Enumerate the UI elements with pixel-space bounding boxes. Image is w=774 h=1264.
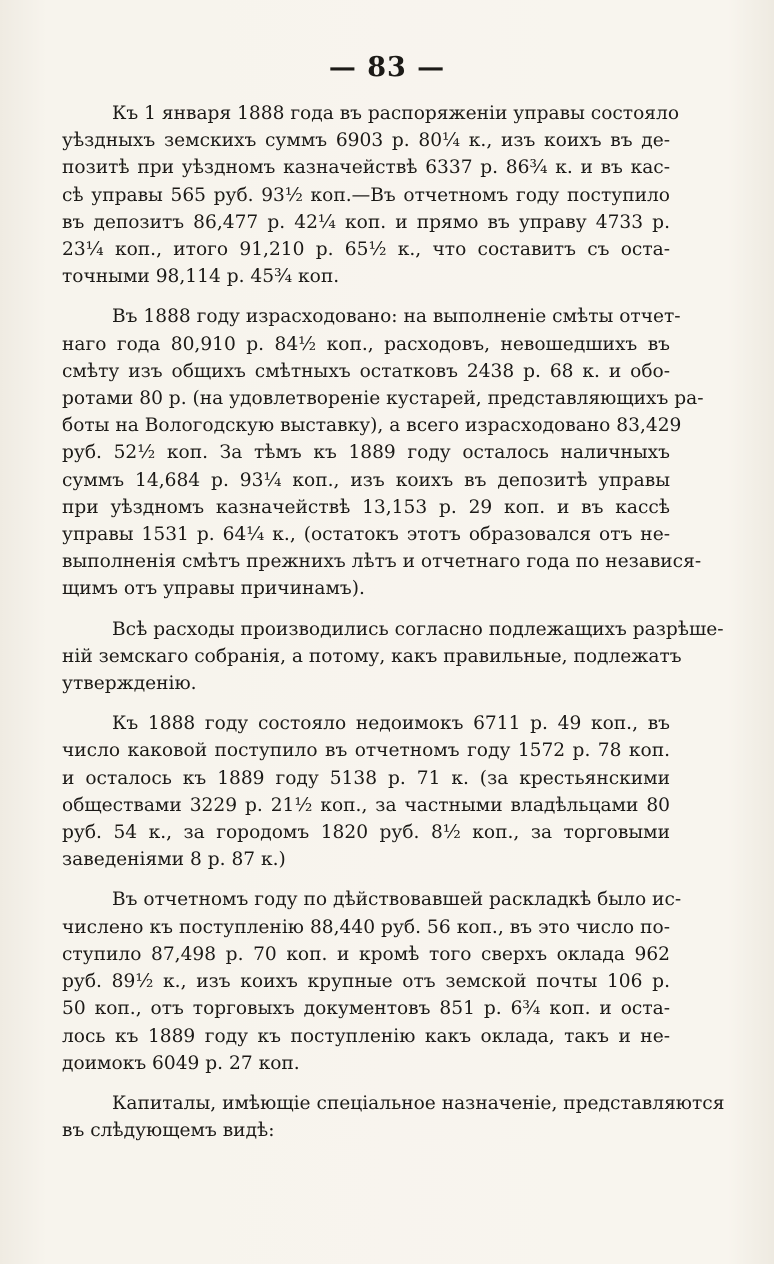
- text-line: число каковой поступило въ отчетномъ году 1572 р. 78 коп.: [62, 740, 670, 762]
- text-line: въ депозитъ 86,477 р. 42¼ коп. и прямо въ управу 4733 р.: [62, 211, 670, 233]
- text-line: суммъ 14,684 р. 93¼ коп., изъ коихъ въ депозитѣ управы: [62, 469, 670, 491]
- paragraph-approval: [62, 616, 724, 698]
- text-line: руб. 89½ к., изъ коихъ крупные отъ земской почты 106 р.: [62, 971, 670, 993]
- text-line: ротами 80 р. (на удовлетвореніе кустарей, представляющихъ ра-: [62, 388, 704, 410]
- text-line: обществами 3229 р. 21½ коп., за частными владѣльцами 80: [62, 794, 670, 816]
- text-line: въ слѣдующемъ видѣ:: [62, 1120, 275, 1142]
- text-line: боты на Вологодскую выставку), а всего израсходовано 83,429: [62, 415, 682, 437]
- paragraph-opening-balance: [62, 100, 680, 290]
- text-line: при уѣздномъ казначействѣ 13,153 р. 29 коп. и въ кассѣ: [62, 496, 670, 518]
- text-line: 50 коп., отъ торговыхъ документовъ 851 р. 6¾ коп. и оста-: [62, 998, 670, 1020]
- text-line: наго года 80,910 р. 84½ коп., расходовъ, невошедшихъ въ: [62, 333, 670, 355]
- paragraph-expenditures: [62, 303, 704, 602]
- text-line: 23¼ коп., итого 91,210 р. 65½ к., что составитъ съ оста-: [62, 239, 670, 261]
- text-line: уѣздныхъ земскихъ суммъ 6903 р. 80¼ к., изъ коихъ въ де-: [62, 130, 670, 152]
- text-line: смѣту изъ общихъ смѣтныхъ остатковъ 2438 р. 68 к. и обо-: [62, 360, 670, 382]
- text-line: руб. 52½ коп. За тѣмъ къ 1889 году осталось наличныхъ: [62, 442, 670, 464]
- text-line: выполненія смѣтъ прежнихъ лѣтъ и отчетнаго года по независя-: [62, 551, 702, 573]
- text-line: Къ 1 января 1888 года въ распоряженіи управы состояло: [112, 103, 680, 124]
- text-line: утвержденію.: [62, 673, 197, 695]
- page-number: — 83 —: [328, 52, 446, 83]
- text-line: Капиталы, имѣющіе спеціальное назначеніе, представляются: [112, 1092, 725, 1114]
- text-line: ступило 87,498 р. 70 коп. и кромѣ того сверхъ оклада 962: [62, 943, 670, 965]
- text-line: Всѣ расходы производились согласно подлежащихъ разрѣше-: [112, 618, 724, 640]
- text-line: Въ 1888 году израсходовано: на выполненіе смѣты отчет-: [112, 306, 681, 328]
- text-line: руб. 54 к., за городомъ 1820 руб. 8½ коп., за торговыми: [62, 822, 670, 844]
- text-line: Въ отчетномъ году по дѣйствовавшей раскладкѣ было ис-: [112, 889, 682, 911]
- paragraph-assessment: [62, 886, 682, 1076]
- paragraph-capitals: [62, 1090, 725, 1144]
- text-line: и осталось къ 1889 году 5138 р. 71 к. (за крестьянскими: [62, 767, 670, 789]
- text-line: числено къ поступленію 88,440 руб. 56 коп., въ это число по-: [62, 916, 670, 938]
- text-line: точными 98,114 р. 45¾ коп.: [62, 266, 340, 288]
- text-line: Къ 1888 году состояло недоимокъ 6711 р. 49 коп., въ: [112, 713, 670, 735]
- text-line: ній земскаго собранія, а потому, какъ правильные, подлежатъ: [62, 645, 682, 667]
- text-line: позитѣ при уѣздномъ казначействѣ 6337 р. 86¾ к. и въ кас-: [62, 157, 670, 179]
- text-line: щимъ отъ управы причинамъ).: [62, 578, 365, 600]
- text-line: сѣ управы 565 руб. 93½ коп.—Въ отчетномъ году поступило: [62, 184, 670, 206]
- text-line: лось къ 1889 году къ поступленію какъ оклада, такъ и не-: [62, 1025, 670, 1047]
- paragraph-arrears: [62, 710, 670, 873]
- text-line: управы 1531 р. 64¼ к., (остатокъ этотъ образовался отъ не-: [62, 524, 670, 546]
- body-text: [62, 100, 725, 1157]
- text-line: заведеніями 8 р. 87 к.): [62, 849, 286, 871]
- text-line: доимокъ 6049 р. 27 коп.: [62, 1052, 300, 1074]
